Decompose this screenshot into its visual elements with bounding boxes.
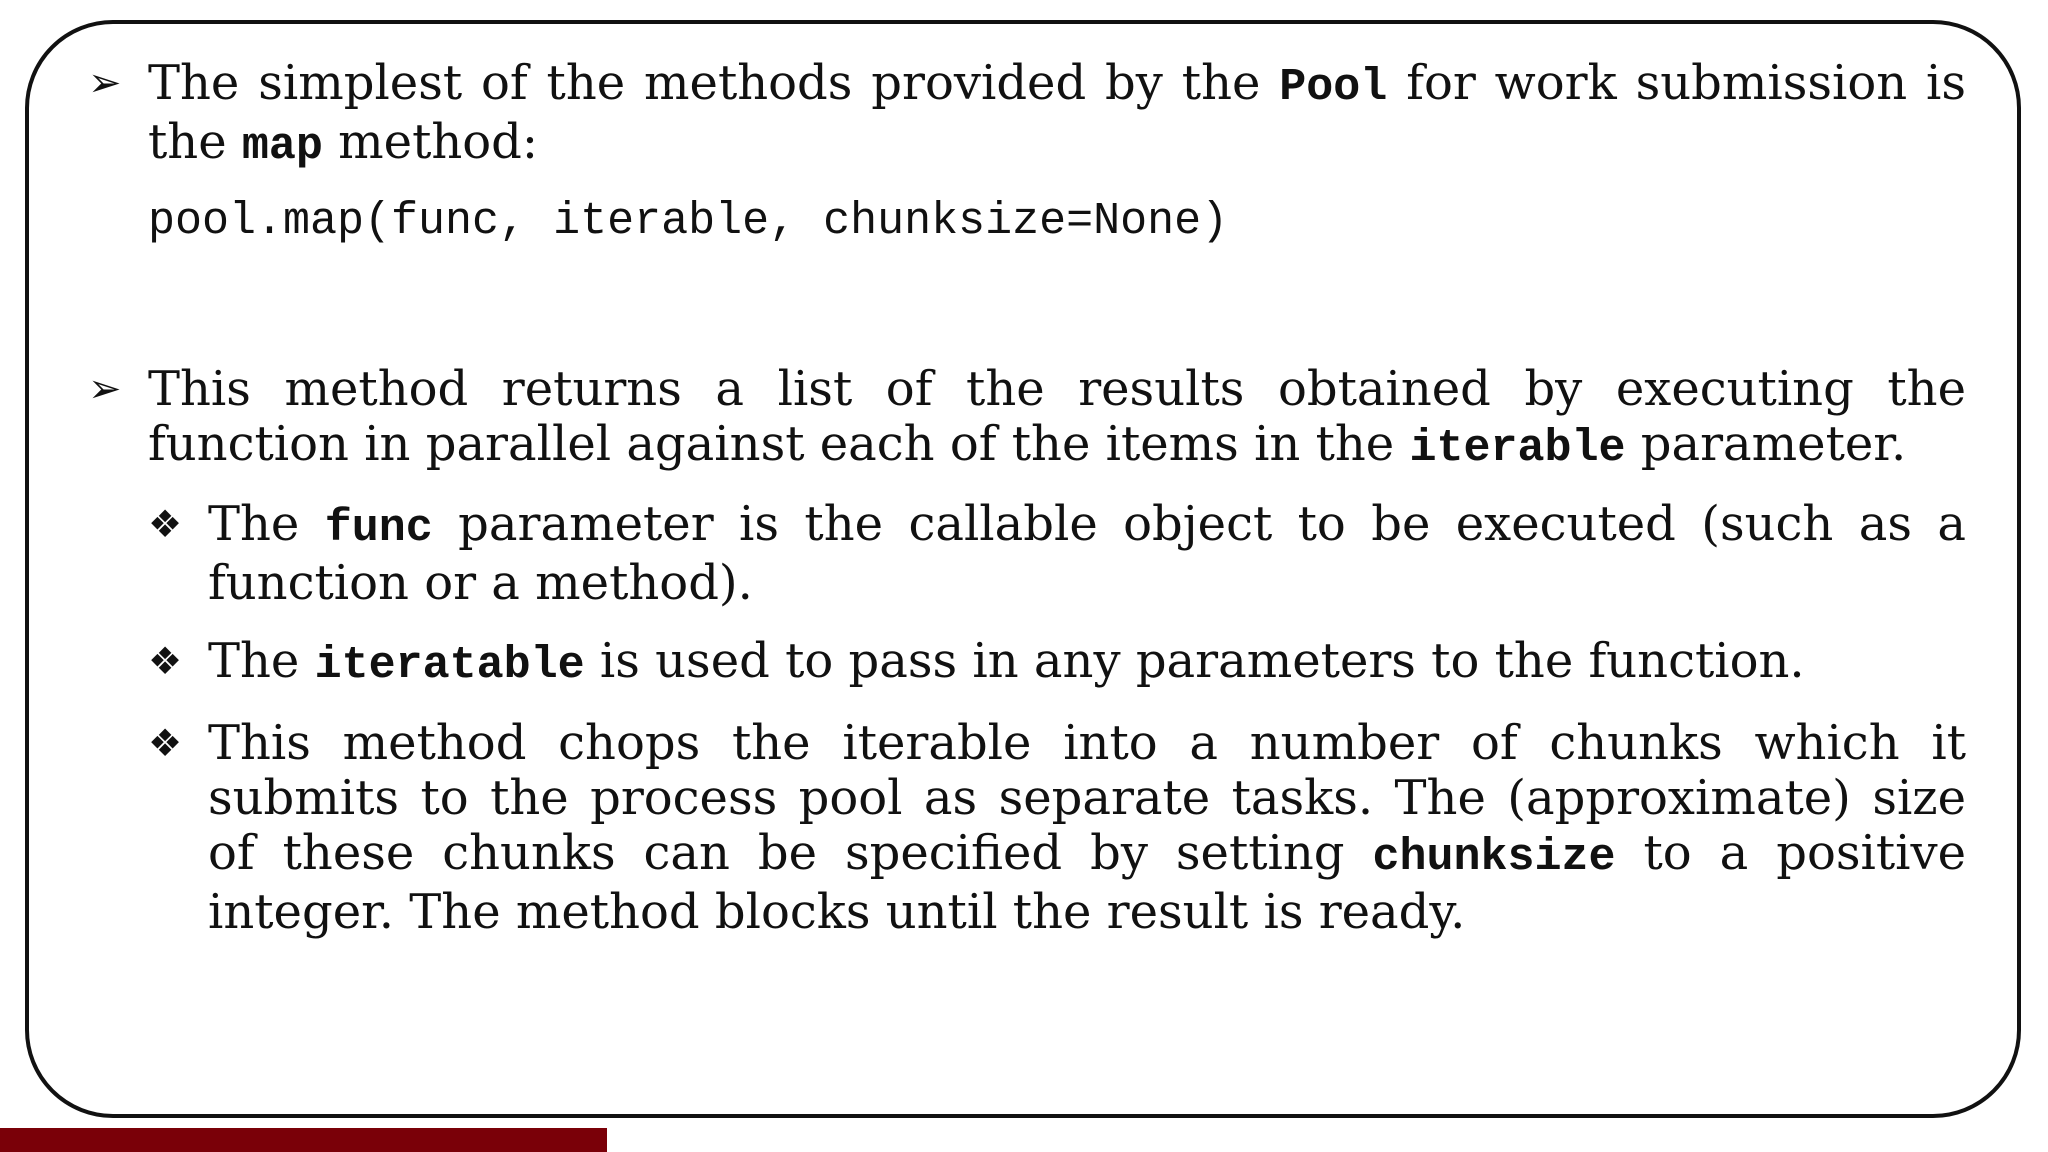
text-segment: for work submission is the (148, 55, 1967, 170)
code-iterable: iterable (1409, 423, 1626, 474)
arrowhead-bullet-icon: ➢ (88, 60, 122, 106)
code-signature: pool.map(func, iterable, chunksize=None) (148, 196, 1229, 247)
code-map: map (241, 121, 323, 172)
subbullet-text (208, 716, 1966, 940)
subbullet-text (208, 634, 1966, 693)
text-segment: method: (322, 114, 539, 170)
bullet-text (148, 362, 1966, 476)
four-diamond-bullet-icon: ❖ (148, 721, 183, 765)
code-func: func (324, 503, 433, 554)
subbullet-chunks (148, 716, 1966, 940)
text-segment: parameter is the callable object to be executed (such as a function or a method). (208, 496, 1967, 611)
text-segment: parameter. (1625, 416, 1907, 472)
four-diamond-bullet-icon: ❖ (148, 639, 183, 683)
code-iteratable: iteratable (314, 640, 585, 691)
text-segment: The simplest of the methods provided by the (148, 55, 1280, 111)
slide-content (88, 56, 1966, 940)
text-segment: The (208, 496, 325, 552)
bullet-text (148, 56, 1966, 174)
text-segment: The (208, 633, 315, 689)
text-segment: This method returns a list of the results obtained by executing the function in parallel against each of the items in the (148, 361, 1966, 472)
footer-accent-bar (0, 1128, 607, 1152)
bullet-map-method (88, 56, 1966, 174)
text-segment: This method chops the iterable into a number of chunks which it submits to the process pool as separate tasks. The (approximate) size of these chunks can be specified by setting (208, 715, 1966, 881)
code-chunksize: chunksize (1372, 832, 1616, 883)
subbullet-iteratable (148, 634, 1966, 693)
four-diamond-bullet-icon: ❖ (148, 502, 183, 546)
text-segment: is used to pass in any parameters to the function. (584, 633, 1805, 689)
bullet-returns (88, 362, 1966, 476)
code-pool: Pool (1279, 62, 1388, 113)
text-segment: to a positive integer. The method blocks until the result is ready. (208, 825, 1966, 940)
subbullet-func (148, 497, 1966, 611)
subbullet-text (208, 497, 1966, 611)
arrowhead-bullet-icon: ➢ (88, 366, 122, 412)
